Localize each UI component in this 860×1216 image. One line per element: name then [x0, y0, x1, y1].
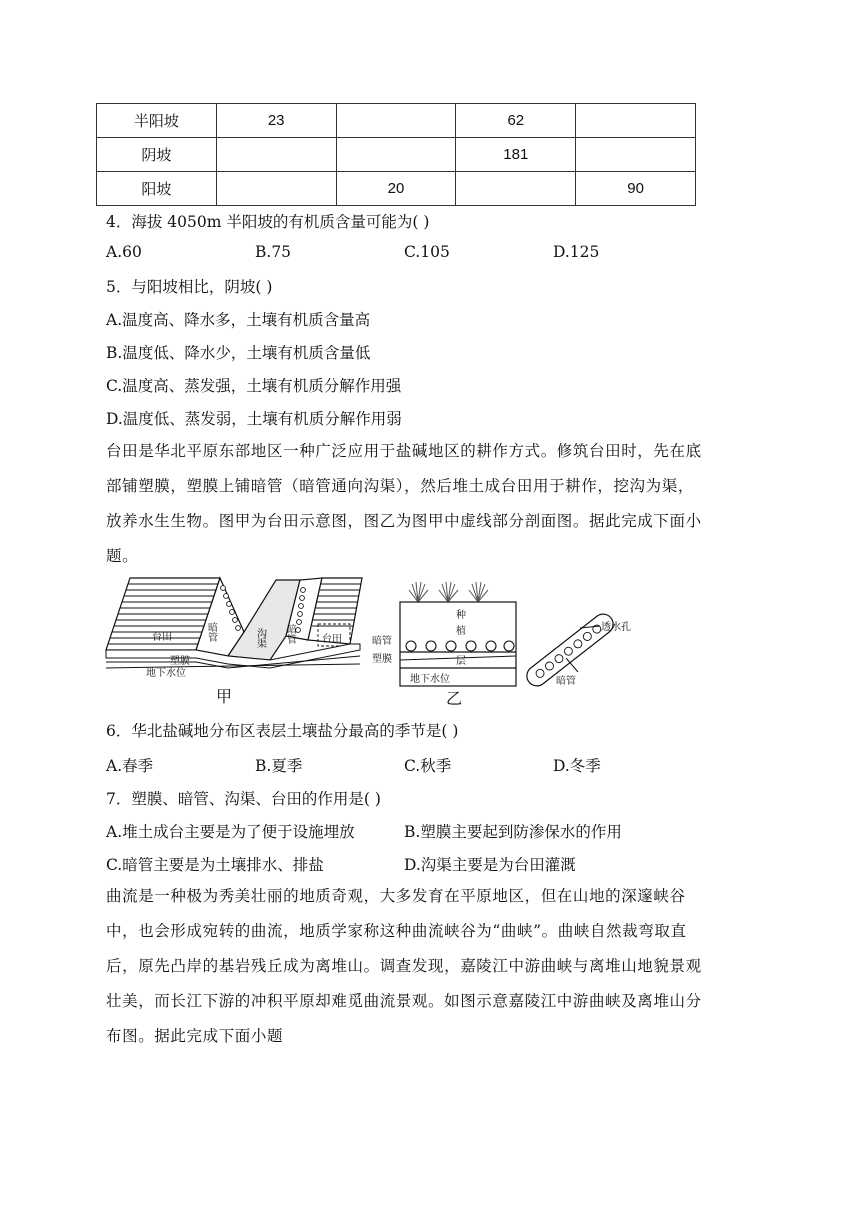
question-6-stem: 6．华北盐碱地分布区表层土壤盐分最高的季节是( ): [106, 722, 459, 740]
question-4-stem: 4．海拔 4050m 半阳坡的有机质含量可能为( ): [106, 213, 430, 231]
table-cell: 23: [216, 104, 336, 138]
table-cell: 90: [576, 172, 696, 206]
passage-line: 曲流是一种极为秀美壮丽的地质奇观，大多发育在平原地区，但在山地的深邃峡谷: [106, 887, 686, 905]
question-6-option-c: C.秋季: [404, 757, 452, 775]
question-6-option-b: B.夏季: [255, 757, 303, 775]
question-5-option-a: A.温度高、降水多，土壤有机质含量高: [106, 311, 371, 329]
yi-label-zhi: 植: [456, 626, 466, 637]
passage-line: 布图。据此完成下面小题: [106, 1027, 284, 1045]
question-7-option-a: A.堆土成台主要是为了便于设施埋放: [106, 823, 355, 841]
question-6-option-d: D.冬季: [553, 757, 601, 775]
yi-label-zhong: 种: [456, 610, 466, 621]
figure-pipe: [523, 610, 631, 690]
taitian-figure: [100, 570, 660, 708]
passage-line: 壮美，而长江下游的冲积平原却难觅曲流景观。如图示意嘉陵江中游曲峡及离堆山分: [106, 992, 702, 1010]
question-4-option-a: A.60: [106, 243, 142, 261]
passage-line: 后，原先凸岸的基岩残丘成为离堆山。调查发现，嘉陵江中游曲峡与离堆山地貌景观: [106, 957, 702, 975]
table-row: [97, 104, 696, 138]
jia-label-gouqu: 沟渠: [254, 628, 266, 648]
question-4-option-c: C.105: [404, 243, 450, 261]
jia-caption: 甲: [216, 687, 233, 706]
passage-line: 题。: [106, 547, 139, 565]
table-row: [97, 172, 696, 206]
pipe-label-toushuikong: 透水孔: [601, 622, 631, 633]
jia-label-taitian-left: 台田: [152, 632, 172, 643]
jia-label-sumo: 塑膜: [170, 656, 190, 667]
yi-label-ceng: 层: [456, 656, 466, 667]
question-5-option-b: B.温度低、降水少，土壤有机质含量低: [106, 344, 371, 362]
passage-line: 部铺塑膜，塑膜上铺暗管（暗管通向沟渠），然后堆土成台田用于耕作，挖沟为渠，: [106, 477, 694, 495]
table-cell: [216, 138, 336, 172]
yi-caption: 乙: [446, 689, 463, 708]
yi-label-anguan: 暗管: [372, 636, 392, 647]
question-6-option-a: A.春季: [106, 757, 154, 775]
table-cell: 阴坡: [97, 138, 217, 172]
question-7-stem: 7．塑膜、暗管、沟渠、台田的作用是( ): [106, 790, 381, 808]
passage-line: 放养水生生物。图甲为台田示意图，图乙为图甲中虚线部分剖面图。据此完成下面小: [106, 512, 702, 530]
table-cell: [336, 104, 456, 138]
question-4-option-d: D.125: [553, 243, 600, 261]
passage-line: 台田是华北平原东部地区一种广泛应用于盐碱地区的耕作方式。修筑台田时，先在底: [106, 442, 702, 460]
yi-label-dixia: 地下水位: [410, 674, 450, 685]
jia-label-anguan-left: 暗管: [205, 622, 217, 642]
question-5-option-c: C.温度高、蒸发强，土壤有机质分解作用强: [106, 377, 402, 395]
table-cell: [336, 138, 456, 172]
question-7-option-c: C.暗管主要是为土壤排水、排盐: [106, 856, 324, 874]
yi-label-sumo: 塑膜: [372, 654, 392, 665]
table-cell: 阳坡: [97, 172, 217, 206]
jia-label-taitian-right: 台田: [322, 634, 342, 645]
question-4-option-b: B.75: [255, 243, 292, 261]
table-cell: 半阳坡: [97, 104, 217, 138]
table-cell: [576, 104, 696, 138]
passage-quxia: [106, 879, 758, 1054]
passage-line: 中，也会形成宛转的曲流，地质学家称这种曲流峡谷为“曲峡”。曲峡自然裁弯取直: [106, 922, 687, 940]
table-cell: [456, 172, 576, 206]
jia-label-dixia: 地下水位: [146, 668, 186, 679]
question-5-option-d: D.温度低、蒸发弱，土壤有机质分解作用弱: [106, 410, 402, 428]
jia-label-anguan-right: 暗管: [284, 624, 296, 644]
table-cell: 62: [456, 104, 576, 138]
pipe-label-anguan: 暗管: [556, 676, 576, 687]
table-row: [97, 138, 696, 172]
data-table: [96, 103, 696, 206]
question-5-stem: 5．与阳坡相比，阴坡( ): [106, 278, 273, 296]
figure-yi: [372, 582, 516, 708]
question-7-option-d: D.沟渠主要是为台田灌溉: [404, 856, 576, 874]
question-7-option-b: B.塑膜主要起到防渗保水的作用: [404, 823, 622, 841]
table-cell: 181: [456, 138, 576, 172]
passage-taitian: [106, 434, 758, 574]
figure-jia: [106, 578, 362, 706]
table-cell: [216, 172, 336, 206]
table-cell: 20: [336, 172, 456, 206]
table-cell: [576, 138, 696, 172]
